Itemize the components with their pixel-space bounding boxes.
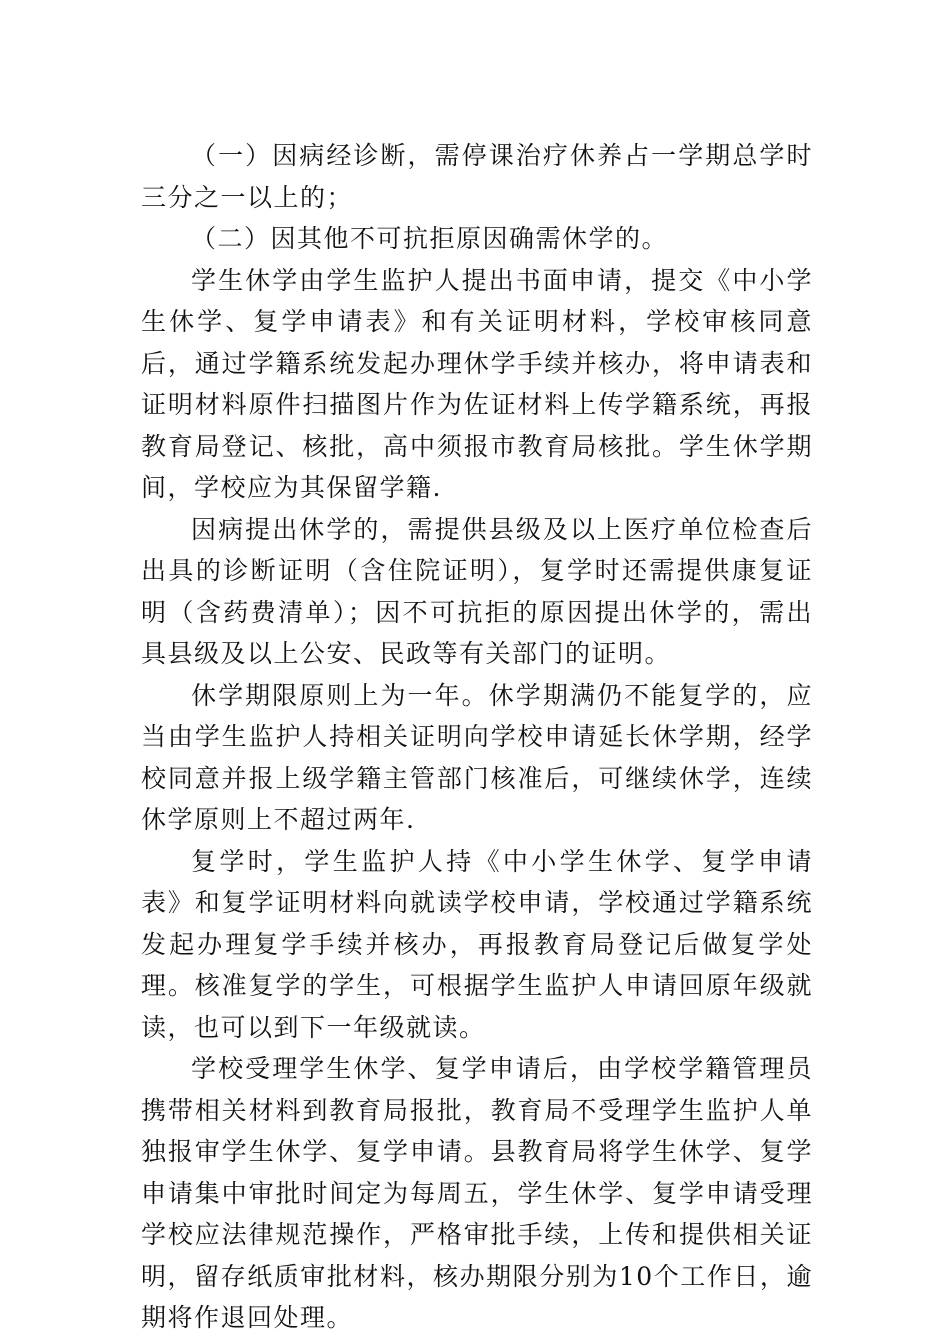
paragraph-sick-leave-condition: （一）因病经诊断，需停课治疗休养占一学期总学时三分之一以上的； <box>141 141 813 212</box>
paragraph-suspension-duration: 休学期限原则上为一年。休学期满仍不能复学的，应当由学生监护人持相关证明向学校申请延长休学期，经学校同意并报上级学籍主管部门核准后，可继续休学，连续休学原则上不超过两年. <box>141 680 813 834</box>
paragraph-resumption-procedure: 复学时，学生监护人持《中小学生休学、复学申请表》和复学证明材料向就读学校申请，学校通过学籍系统发起办理复学手续并核办，再报教育局登记后做复学处理。核准复学的学生，可根据学生监护人申请回原年级就读，也可以到下一年级就读。 <box>141 846 813 1042</box>
paragraph-required-proof: 因病提出休学的，需提供县级及以上医疗单位检查后出具的诊断证明（含住院证明），复学时还需提供康复证明（含药费清单）；因不可抗拒的原因提出休学的，需出具县级及以上公安、民政等有关部门的证明。 <box>141 514 813 668</box>
paragraph-approval-process: 学校受理学生休学、复学申请后，由学校学籍管理员携带相关材料到教育局报批，教育局不受理学生监护人单独报审学生休学、复学申请。县教育局将学生休学、复学申请集中审批时间定为每周五，学生休学、复学申请受理学校应法律规范操作，严格审批手续，上传和提供相关证明，留存纸质审批材料，核办期限分别为10个工作日，逾期将作退回处理。 <box>141 1054 813 1332</box>
document-body <box>141 135 813 1339</box>
paragraph-suspension-application: 学生休学由学生监护人提出书面申请，提交《中小学生休学、复学申请表》和有关证明材料，学校审核同意后，通过学籍系统发起办理休学手续并核办，将申请表和证明材料原件扫描图片作为佐证材料上传学籍系统，再报教育局登记、核批，高中须报市教育局核批。学生休学期间，学校应为其保留学籍. <box>141 265 813 502</box>
paragraph-other-reason-condition: （二）因其他不可抗拒原因确需休学的。 <box>191 224 669 253</box>
